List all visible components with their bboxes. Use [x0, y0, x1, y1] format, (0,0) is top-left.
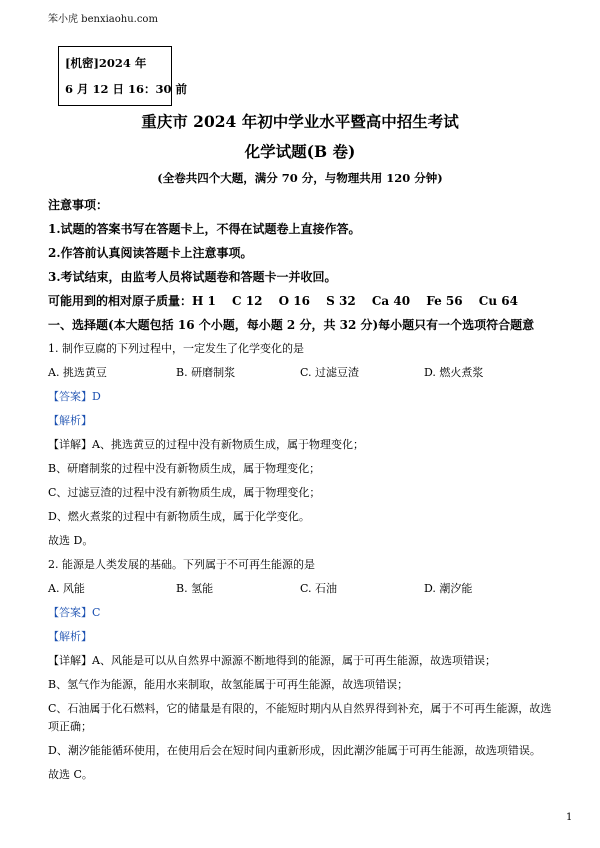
q1-detail-5: 故选 D。: [48, 534, 94, 547]
question-1-stem: 1. 制作豆腐的下列过程中，一定发生了化学变化的是: [48, 342, 304, 355]
atomic-masses: 可能用到的相对原子质量：H 1 C 12 O 16 S 32 Ca 40 Fe 56 Cu 64: [48, 294, 518, 308]
exam-note: (全卷共四个大题，满分 70 分，与物理共用 120 分钟): [157, 171, 443, 185]
q1-analysis-label: 【解析】: [48, 414, 92, 427]
q1-answer: [48, 388, 101, 404]
q2-option-b: B. 氢能: [176, 582, 214, 595]
site-watermark: 笨小虎 benxiaohu.com: [48, 14, 158, 25]
page-number: 1: [566, 812, 573, 823]
q2-answer: 【答案】C: [48, 606, 101, 619]
question-2-stem: 2. 能源是人类发展的基础。下列属于不可再生能源的是: [48, 558, 315, 571]
q2-detail-3: C、石油属于化石燃料，它的储量是有限的，不能短时期内从自然界得到补充，属于不可再生能源，故选: [48, 702, 552, 715]
q2-detail-4: 项正确；: [48, 720, 92, 733]
q2-option-a: A. 风能: [48, 582, 85, 595]
q1-option-d: D. 燃火煮浆: [424, 366, 484, 379]
confidential-line-2: 6 月 12 日 16：30 前: [65, 82, 188, 96]
q2-option-d: D. 潮汐能: [424, 582, 473, 595]
section-1-heading: 一、选择题(本大题包括 16 个小题，每小题 2 分，共 32 分)每小题只有一个选项符合题意: [48, 318, 535, 332]
confidential-line-1: [机密]2024 年: [65, 56, 147, 70]
q1-option-a: A. 挑选黄豆: [48, 366, 107, 379]
q1-detail-2: B、研磨制浆的过程中没有新物质生成，属于物理变化；: [48, 462, 321, 475]
q2-detail-1: 【详解】A、风能是可以从自然界中源源不断地得到的能源，属于可再生能源，故选项错误；: [48, 654, 496, 667]
q2-option-c: C. 石油: [300, 582, 338, 595]
confidential-box: [58, 46, 188, 106]
q1-option-c: C. 过滤豆渣: [300, 366, 360, 379]
q1-answer-text: 【答案】D: [48, 390, 101, 403]
q2-analysis-label: 【解析】: [48, 630, 92, 643]
exam-title: 重庆市 2024 年初中学业水平暨高中招生考试: [141, 112, 459, 131]
q1-option-b: B. 研磨制浆: [176, 366, 236, 379]
notice-item-1: 1.试题的答案书写在答题卡上，不得在试题卷上直接作答。: [48, 222, 361, 236]
notice-item-2: 2.作答前认真阅读答题卡上注意事项。: [48, 246, 253, 260]
q1-detail-1: 【详解】A、挑选黄豆的过程中没有新物质生成，属于物理变化；: [48, 438, 364, 451]
q2-detail-6: 故选 C。: [48, 768, 93, 781]
notice-heading: 注意事项：: [48, 198, 109, 212]
q1-detail-4: D、燃火煮浆的过程中有新物质生成，属于化学变化。: [48, 510, 310, 523]
exam-subject: 化学试题(B 卷): [244, 142, 356, 161]
q2-detail-2: B、氢气作为能源，能用水来制取，故氢能属于可再生能源，故选项错误；: [48, 678, 409, 691]
notice-item-3: 3.考试结束，由监考人员将试题卷和答题卡一并收回。: [48, 270, 337, 284]
q1-detail-3: C、过滤豆渣的过程中没有新物质生成，属于物理变化；: [48, 486, 321, 499]
q2-detail-5: D、潮汐能能循环使用，在使用后会在短时间内重新形成，因此潮汐能属于可再生能源，故选项错误。: [48, 744, 541, 757]
